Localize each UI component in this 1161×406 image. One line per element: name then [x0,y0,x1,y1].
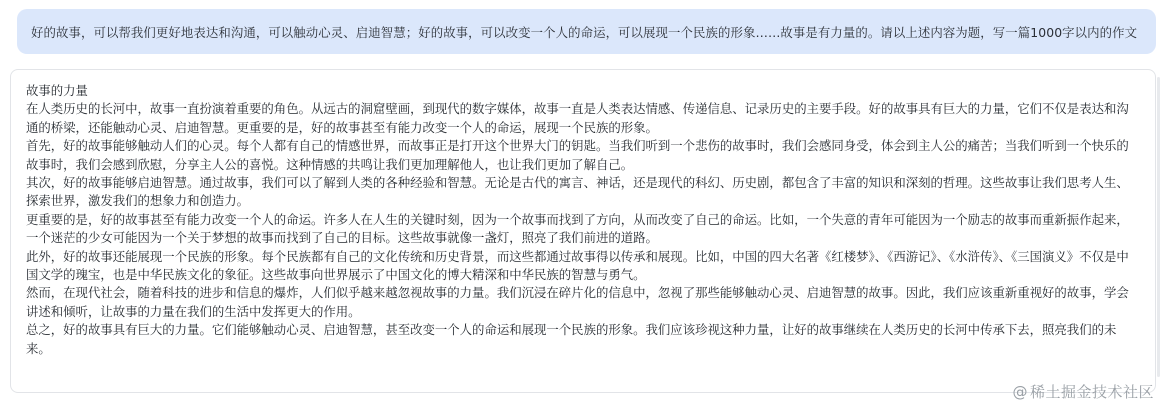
user-prompt-text: 好的故事，可以帮我们更好地表达和沟通，可以触动心灵、启迪智慧；好的故事，可以改变一个人的命运，可以展现一个民族的形象……故事是有力量的。请以上述内容为题，写一篇1000字以内的作文 [31,24,1138,40]
scrollbar[interactable] [1157,77,1160,377]
watermark-text: 稀土掘金技术社区 [1029,383,1154,401]
essay-paragraph: 然而，在现代社会，随着科技的进步和信息的爆炸，人们似乎越来越忽视故事的力量。我们沉浸在碎片化的信息中，忽视了那些能够触动心灵、启迪智慧的故事。因此，我们应该重新重视好的故事，学会讲述和倾听，让故事的力量在我们的生活中发挥更大的作用。 [26,285,1129,319]
essay-paragraph: 首先，好的故事能够触动人们的心灵。每个人都有自己的情感世界，而故事正是打开这个世界大门的钥匙。当我们听到一个悲伤的故事时，我们会感同身受，体会到主人公的痛苦；当我们听到一个快乐的故事时，我们会感到欣慰，分享主人公的喜悦。这种情感的共鸣让我们更加理解他人，也让我们更加了解自己。 [26,138,1129,172]
essay-paragraph: 更重要的是，好的故事甚至有能力改变一个人的命运。许多人在人生的关键时刻，因为一个故事而找到了方向，从而改变了自己的命运。比如，一个失意的青年可能因为一个励志的故事而重新振作起来，一个迷茫的少女可能因为一个关于梦想的故事而找到了自己的目标。这些故事就像一盏灯，照亮了我们前进的道路。 [26,211,1129,246]
essay-paragraph: 总之，好的故事具有巨大的力量。它们能够触动心灵、启迪智慧，甚至改变一个人的命运和展现一个民族的形象。我们应该珍视这种力量，让好的故事继续在人类历史的长河中传承下去，照亮我们的未来。 [26,322,1117,356]
essay-paragraph: 其次，好的故事能够启迪智慧。通过故事，我们可以了解到人类的各种经验和智慧。无论是古代的寓言、神话，还是现代的科幻、历史剧，都包含了丰富的知识和深刻的哲理。这些故事让我们思考人生、探索世界，激发我们的想象力和创造力。 [26,175,1129,209]
watermark [1012,381,1154,402]
user-prompt-bubble [17,9,1156,54]
essay-paragraph: 在人类历史的长河中，故事一直扮演着重要的角色。从远古的洞窟壁画，到现代的数字媒体，故事一直是人类表达情感、传递信息、记录历史的主要手段。好的故事具有巨大的力量，它们不仅是表达和沟通的桥梁，还能触动心灵、启迪智慧。更重要的是，好的故事甚至有能力改变一个人的命运，展现一个民族的形象。 [26,101,1129,135]
essay-title: 故事的力量 [26,83,88,98]
essay-paragraph: 此外，好的故事还能展现一个民族的形象。每个民族都有自己的文化传统和历史背景，而这些都通过故事得以传承和展现。比如，中国的四大名著《红楼梦》、《西游记》、《水浒传》、《三国演义》不仅是中国文学的瑰宝，也是中华民族文化的象征。这些故事向世界展示了中国文化的博大精深和中华民族的智慧与勇气。 [26,248,1129,283]
assistant-answer-card [10,69,1156,393]
watermark-at-symbol: @ [1012,382,1028,401]
